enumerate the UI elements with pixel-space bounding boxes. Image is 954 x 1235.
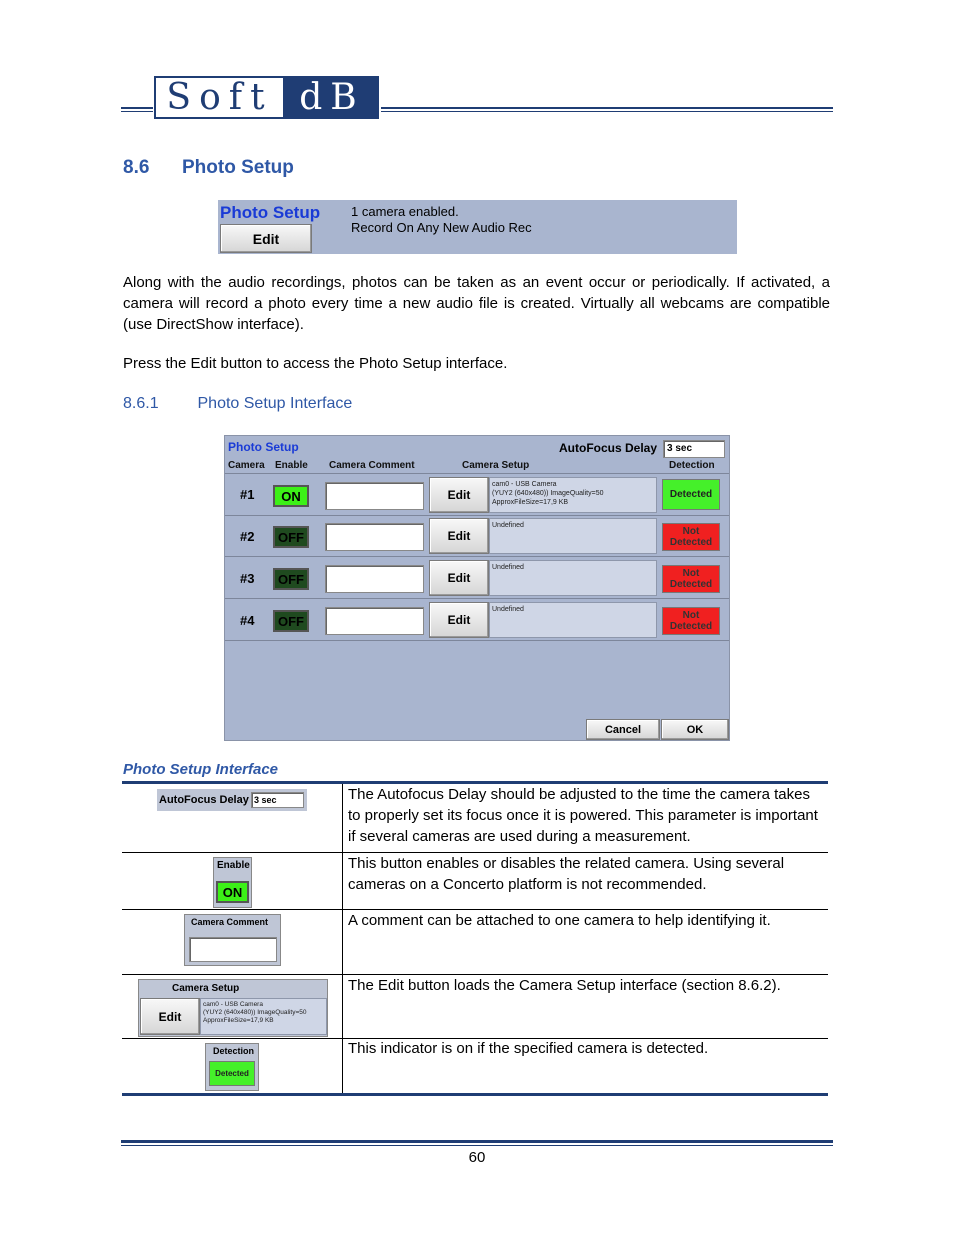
camera-setup-line2: (YUY2 (640x480)) ImageQuality=50 [492, 490, 604, 497]
enable-toggle[interactable]: OFF [273, 526, 309, 548]
autofocus-thumbnail [157, 789, 307, 811]
camera-row [225, 600, 729, 641]
col-camera: Camera [228, 460, 265, 471]
detection-thumbnail [205, 1043, 259, 1091]
camera-comment-thumbnail [184, 914, 281, 966]
cancel-button[interactable]: Cancel [586, 719, 660, 740]
figure-caption: Photo Setup Interface [123, 761, 279, 778]
enable-description: This button enables or disables the related camera. Using several cameras on a Concerto platform is not recommended. [348, 855, 785, 893]
camera-setup-info [489, 518, 657, 554]
camera-row [225, 516, 729, 557]
camera-comment-input[interactable] [325, 523, 424, 551]
camera-comment-input[interactable] [325, 565, 424, 593]
detection-indicator: Not Detected [662, 607, 720, 635]
enable-toggle[interactable]: ON [273, 485, 309, 507]
logo-rule-right-thin [381, 111, 833, 112]
autofocus-thumb-label: AutoFocus Delay [159, 794, 249, 806]
camera-row-label: #4 [240, 613, 255, 628]
col-detection: Detection [669, 460, 715, 471]
camera-edit-button[interactable]: Edit [429, 560, 489, 596]
footer-rule [121, 1140, 833, 1143]
summary-status-line1: 1 camera enabled. [351, 204, 459, 219]
logo-rule-left [121, 107, 153, 109]
camera-setup-line3: ApproxFileSize=17,9 KB [492, 499, 569, 506]
page-number: 60 [468, 1149, 486, 1166]
camera-setup-thumb-line1: cam0 - USB Camera [203, 1001, 263, 1008]
logo-soft: Soft [154, 76, 285, 119]
detection-indicator: Not Detected [662, 565, 720, 593]
photo-setup-interface [224, 435, 730, 741]
autofocus-label: AutoFocus Delay [559, 441, 658, 455]
camera-setup-line1: Undefined [492, 606, 524, 613]
section-title: Photo Setup [181, 157, 294, 178]
autofocus-description: The Autofocus Delay should be adjusted to the time the camera takes to properly set its focus once it is powered. This parameter is important if several cameras are used during a measurement. [348, 786, 818, 845]
camera-setup-thumb-edit: Edit [140, 998, 200, 1035]
autofocus-delay-input[interactable]: 3 sec [663, 440, 725, 458]
enable-toggle[interactable]: OFF [273, 610, 309, 632]
camera-setup-info [489, 477, 657, 513]
camera-row-label: #1 [240, 487, 255, 502]
autofocus-thumb-input: 3 sec [251, 792, 304, 808]
camera-setup-thumbnail [138, 979, 328, 1037]
camera-row-label: #2 [240, 529, 255, 544]
edit-instruction-paragraph: Press the Edit button to access the Photo Setup interface. [123, 355, 508, 372]
camera-comment-input[interactable] [325, 607, 424, 635]
camera-setup-info [489, 602, 657, 638]
camera-row-label: #3 [240, 571, 255, 586]
table-bottom-rule [122, 1093, 828, 1096]
enable-toggle[interactable]: OFF [273, 568, 309, 590]
logo-db: dB [285, 76, 379, 119]
table-column-divider [342, 784, 343, 1094]
interface-title: Photo Setup [228, 440, 299, 454]
camera-setup-thumb-line3: ApproxFileSize=17,9 KB [203, 1017, 274, 1024]
logo-rule-right [381, 107, 833, 109]
col-enable: Enable [275, 460, 308, 471]
camera-edit-button[interactable]: Edit [429, 477, 489, 513]
logo-rule-left-thin [121, 111, 153, 112]
subsection-title: Photo Setup Interface [197, 395, 353, 412]
camera-comment-input[interactable] [325, 482, 424, 510]
col-camera-comment: Camera Comment [329, 460, 415, 471]
summary-title: Photo Setup [220, 203, 321, 222]
camera-row [225, 473, 729, 516]
camera-comment-thumb-input [189, 937, 277, 962]
intro-paragraph: Along with the audio recordings, photos can be taken as an event occur or periodically. If activated, a camera will record a photo every time a new audio file is created. Virtually all webcams are compatible (use DirectShow interface). [123, 274, 830, 333]
enable-thumb-led: ON [216, 881, 249, 903]
subsection-number: 8.6.1 [123, 395, 159, 412]
camera-setup-line1: Undefined [492, 564, 524, 571]
camera-edit-button[interactable]: Edit [429, 602, 489, 638]
camera-row [225, 558, 729, 599]
camera-edit-button[interactable]: Edit [429, 518, 489, 554]
photo-setup-summary-panel [218, 200, 737, 254]
enable-thumbnail [213, 857, 252, 908]
camera-comment-description: A comment can be attached to one camera to help identifying it. [348, 912, 771, 929]
detection-indicator: Not Detected [662, 523, 720, 551]
camera-setup-line1: Undefined [492, 522, 524, 529]
col-camera-setup: Camera Setup [462, 460, 530, 471]
enable-thumb-header: Enable [217, 860, 250, 871]
subsection-heading [123, 395, 352, 413]
footer-rule-thin [121, 1145, 833, 1146]
detection-thumb-header: Detection [213, 1046, 255, 1056]
section-heading [123, 157, 294, 179]
summary-status-line2: Record On Any New Audio Rec [351, 220, 532, 235]
detection-description: This indicator is on if the specified camera is detected. [348, 1040, 709, 1057]
camera-setup-thumb-header: Camera Setup [172, 983, 240, 994]
camera-setup-thumb-info [200, 998, 327, 1035]
camera-setup-info [489, 560, 657, 596]
section-number: 8.6 [123, 157, 150, 178]
camera-comment-thumb-header: Camera Comment [191, 917, 269, 927]
camera-setup-description: The Edit button loads the Camera Setup interface (section 8.6.2). [348, 977, 781, 994]
ok-button[interactable]: OK [661, 719, 729, 740]
detection-indicator: Detected [662, 479, 720, 510]
camera-setup-thumb-line2: (YUY2 (640x480)) ImageQuality=50 [203, 1009, 307, 1016]
camera-setup-line1: cam0 - USB Camera [492, 481, 557, 488]
summary-edit-button[interactable]: Edit [220, 224, 312, 253]
detection-thumb-led: Detected [209, 1061, 255, 1086]
